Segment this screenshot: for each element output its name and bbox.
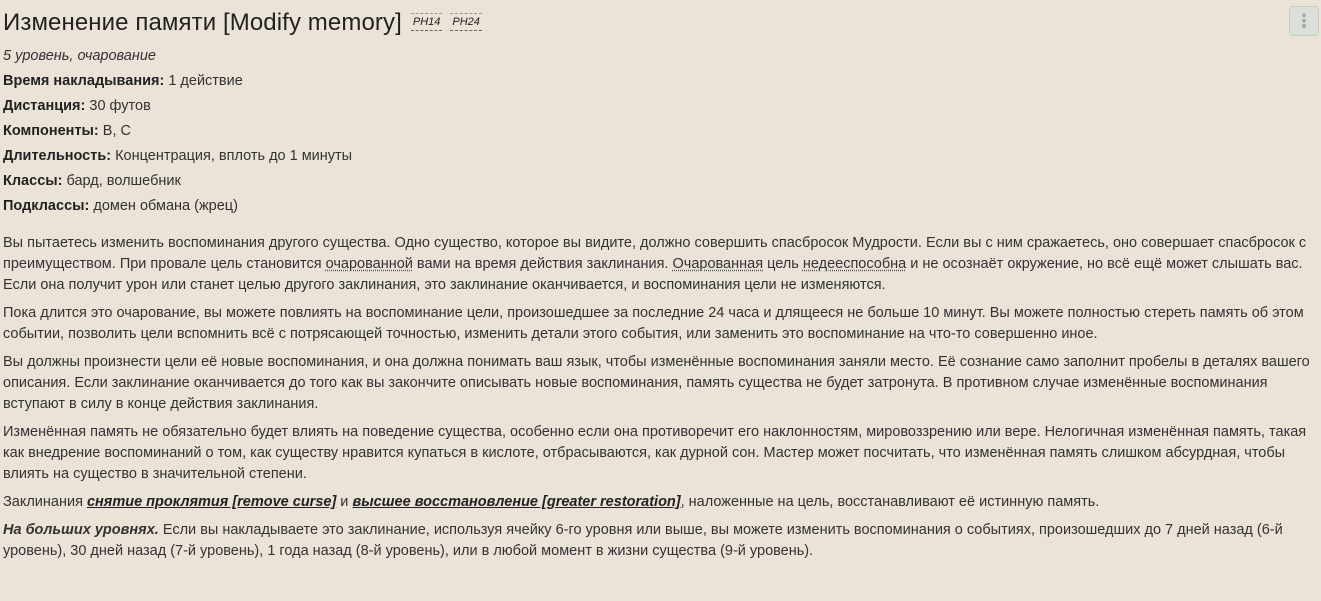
stat-label: Подклассы: xyxy=(3,198,90,214)
spell-description xyxy=(3,233,1319,562)
spell-card xyxy=(3,0,1319,569)
text-run: , наложенные на цель, восстанавливают её истинную память. xyxy=(680,494,1100,510)
text-run: и xyxy=(336,494,353,510)
stat-subclasses xyxy=(3,194,1319,219)
condition-link-charmed-2[interactable]: Очарованная xyxy=(672,256,764,272)
more-vertical-icon: ⋮ xyxy=(1295,11,1313,31)
spell-link-greater-restoration[interactable]: высшее восстановление [greater restoration] xyxy=(352,494,681,510)
text-run: вами на время действия заклинания. xyxy=(412,256,673,272)
stat-value: В, С xyxy=(98,123,131,139)
spell-title: Изменение памяти [Modify memory] xyxy=(3,9,402,36)
description-paragraph: Вы должны произнести цели её новые воспоминания, и она должна понимать ваш язык, чтобы изменённые воспоминания заняли место. Её сознание само заполнит пробелы в деталях вашего описания. Если заклинание оканчивается до того как вы закончите описывать новые воспоминания, память существа не будет затронута. В противном случае изменённые воспоминания вступают в силу в конце действия заклинания. xyxy=(3,354,1310,412)
stat-value: 1 действие xyxy=(164,73,243,89)
higher-levels-text: Если вы накладываете это заклинание, используя ячейку 6-го уровня или выше, вы можете изменить воспоминания о событиях, произошедших до 7 дней назад (6-й уровень), 30 дней назад (7-й уровень), 1 года назад (8-й уровень), или в любой момент в жизни существа (9-й уровень). xyxy=(3,522,1283,559)
higher-levels-paragraph xyxy=(3,520,1319,562)
spell-level-school: 5 уровень, очарование xyxy=(3,48,156,64)
text-run: Вы пытаетесь изменить воспоминания другого существа. Одно существо, которое вы видите, должно совершить спасбросок Мудрости. Если вы с ним сражаетесь, оно совершает спасбросок с преимуществом. При провале цель становится xyxy=(3,235,1307,272)
stat-classes xyxy=(3,169,1319,194)
stat-label: Дистанция: xyxy=(3,98,86,114)
text-run: и не осознаёт окружение, но всё ещё может слышать вас. Если она получит урон или станет целью другого заклинания, это заклинание оканчивается, и воспоминания цели не изменяются. xyxy=(3,256,1303,293)
stat-value: Концентрация, вплоть до 1 минуты xyxy=(111,148,353,164)
stat-label: Время накладывания: xyxy=(3,73,165,89)
stat-value: домен обмана (жрец) xyxy=(89,198,238,214)
stat-label: Классы: xyxy=(3,173,63,189)
title-row xyxy=(3,0,1319,44)
higher-levels-label: На больших уровнях. xyxy=(3,522,159,538)
stat-value: бард, волшебник xyxy=(62,173,181,189)
stat-label: Длительность: xyxy=(3,148,112,164)
stat-components xyxy=(3,119,1319,144)
stat-duration xyxy=(3,144,1319,169)
description-paragraph: Пока длится это очарование, вы можете повлиять на воспоминание цели, произошедшее за последние 24 часа и длящееся не больше 10 минут. Вы можете полностью стереть память об этом событии, позволить цели вспомнить всё с потрясающей точностью, изменить детали этого события, или заменить это воспоминание на что-то совершенно иное. xyxy=(3,305,1304,342)
stat-range xyxy=(3,94,1319,119)
text-run: цель xyxy=(763,256,803,272)
text-run: Заклинания xyxy=(3,494,87,510)
description-paragraph: Изменённая память не обязательно будет влиять на поведение существа, особенно если она противоречит его наклонностям, мировоззрению или вере. Нелогичная изменённая память, такая как внедрение воспоминаний о том, как существу нравится купаться в кислоте, отбрасываются, как дурной сон. Мастер может посчитать, что изменённая память слишком абсурдная, чтобы влиять на существо в значительной степени. xyxy=(3,424,1307,482)
description-paragraph xyxy=(3,492,1319,513)
condition-link-charmed[interactable]: очарованной xyxy=(325,256,413,272)
stat-label: Компоненты: xyxy=(3,123,99,139)
description-paragraph xyxy=(3,233,1319,296)
more-options-button[interactable] xyxy=(1289,6,1319,36)
stat-value: 30 футов xyxy=(85,98,151,114)
spell-link-remove-curse[interactable]: снятие проклятия [remove curse] xyxy=(86,494,337,510)
condition-link-incapacitated[interactable]: недееспособна xyxy=(802,256,907,272)
source-tag-ph24[interactable]: PH24 xyxy=(450,13,482,31)
source-tag-ph14[interactable]: PH14 xyxy=(411,13,443,31)
stat-casting-time xyxy=(3,69,1319,94)
